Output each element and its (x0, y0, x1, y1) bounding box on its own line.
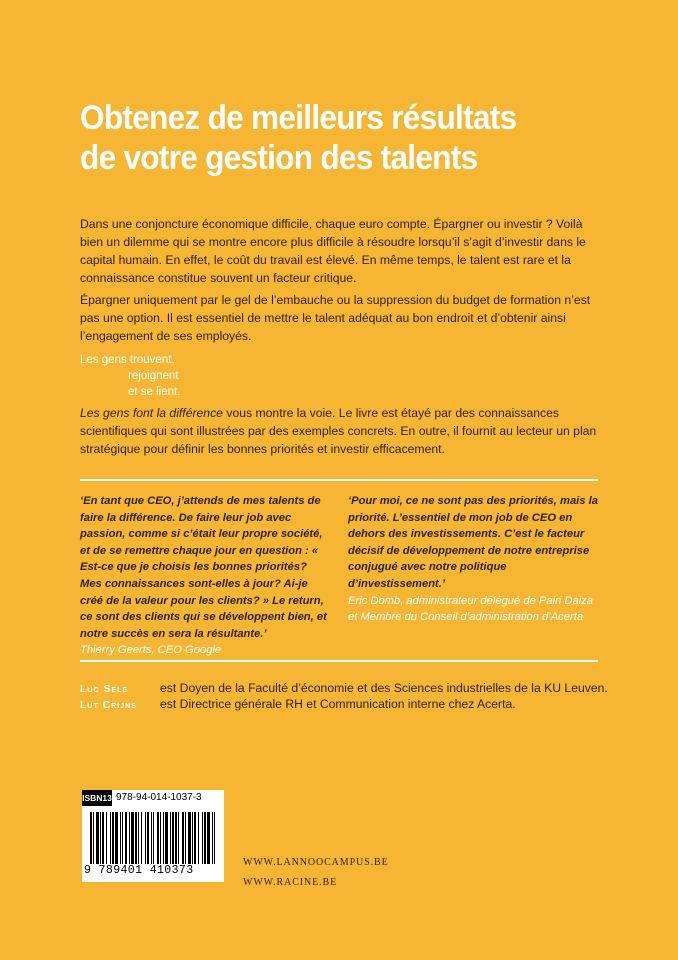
website-lannoocampus[interactable]: WWW.LANNOOCAMPUS.BE (243, 857, 389, 868)
title-line-1: Obtenez de meilleurs résultats (80, 99, 517, 137)
barcode-bar (102, 812, 104, 864)
barcode-bar (202, 812, 203, 864)
barcode-bar (207, 812, 210, 864)
author-1-name: Luc Sels (80, 683, 129, 695)
barcode-bar (106, 812, 107, 864)
barcode-bar (131, 812, 134, 864)
barcode-bar (198, 812, 199, 864)
testimonial-2-attribution: Eric Domb, administrateur délégué de Pairi Daiza et Membre du Conseil d’administration d’Acerta (348, 594, 593, 624)
barcode-bar (120, 812, 121, 864)
author-2-bio: est Directrice générale RH et Communication interne chez Acerta. (160, 697, 516, 711)
paragraph-3-text: vous montre la voie. Le livre est étayé par des connaissances scientifiques qui sont illustrées par des exemples concrets. En outre, il fournit au lecteur un plan stratégique pour définir les bonnes priorités et investir efficacement. (80, 406, 597, 456)
barcode-bar (138, 812, 139, 864)
barcode-bar (96, 812, 99, 864)
barcode-bar (175, 812, 177, 864)
barcode-bar (147, 812, 149, 864)
barcode-digits: 9 789401 410373 (84, 864, 194, 877)
book-title (80, 98, 601, 178)
testimonial-1-text: ‘En tant que CEO, j’attends de mes talents de faire la différence. De faire leur job avec passion, comme si c’était leur propre société, et de se remettre chaque jour en question : « Est-ce que je choisis les bonnes priorités? Mes connaissances sont-elles à jour? Ai-je créé de la valeur pour les clients? » Le return, ce sont des clients qui se développent bien, et notre succès en sera la résultante.’ (80, 495, 327, 640)
barcode-bars (90, 812, 216, 864)
divider-bottom (80, 660, 598, 662)
tagline-line-1: Les gens trouvent, (80, 354, 175, 366)
barcode-bar (178, 812, 179, 864)
divider-top (80, 479, 598, 481)
barcode-bar (163, 812, 164, 864)
barcode-bar (93, 812, 94, 864)
intro-paragraph-1: Dans une conjoncture économique difficile, chaque euro compte. Épargner ou investir ? Voilà bien un dilemme qui se montre encore plus difficile à résoudre lorsqu’il s’agit d’investir dans le capital humain. En effet, le coût du travail est élevé. En même temps, le talent est rare et la connaissance constitue souvent un facteur critique. (80, 217, 586, 285)
barcode-bar (115, 812, 118, 864)
barcode-bar (141, 812, 142, 864)
testimonial-2 (348, 493, 598, 626)
barcode-bar (204, 812, 206, 864)
testimonial-1-attribution: Thierry Geerts, CEO Google (80, 644, 222, 657)
testimonial-2-text: ‘Pour moi, ce ne sont pas des priorités, mais la priorité. L’essentiel de mon job de CEO en dehors des investissements. C’est le facteur décisif de développement de notre entreprise conjugué avec notre politique d’investissement.’ (348, 495, 598, 590)
book-title-italic: Les gens font la différence (80, 406, 223, 420)
isbn-barcode (82, 790, 224, 882)
barcode-bar (185, 812, 186, 864)
barcode-bar (122, 812, 123, 864)
barcode-bar (165, 812, 168, 864)
testimonial-1 (80, 493, 328, 659)
barcode-bar (125, 812, 127, 864)
barcode-bar (194, 812, 196, 864)
barcode-bar (151, 812, 152, 864)
barcode-bar (129, 812, 130, 864)
author-2-name: Lut Crijns (80, 699, 137, 711)
isbn-label: ISBN13 (82, 790, 112, 806)
barcode-bar (172, 812, 174, 864)
barcode-bar (157, 812, 159, 864)
title-line-2: de votre gestion des talents (80, 139, 478, 177)
author-2 (80, 696, 516, 713)
isbn-number: 978-94-014-1037-3 (116, 792, 202, 803)
barcode-bar (153, 812, 154, 864)
tagline-line-3: et se lient. (128, 386, 181, 398)
barcode-bar (90, 812, 92, 864)
barcode-bar (110, 812, 111, 864)
author-1 (80, 680, 608, 697)
barcode-bar (170, 812, 171, 864)
barcode-bar (214, 812, 215, 864)
barcode-bar (160, 812, 161, 864)
intro-paragraph-2: Épargner uniquement par le gel de l’embauche ou la suppression du budget de formation n’est pas une option. Il est essentiel de mettre le talent adéquat au bon endroit et d’obtenir ainsi l’engagement de ses employés. (80, 293, 591, 343)
barcode-bar (145, 812, 146, 864)
author-1-bio: est Doyen de la Faculté d’économie et des Sciences industrielles de la KU Leuven. (160, 681, 608, 695)
intro-paragraph-3 (80, 404, 600, 458)
barcode-bar (192, 812, 193, 864)
tagline-staircase (80, 352, 180, 400)
barcode-bar (188, 812, 191, 864)
website-racine[interactable]: WWW.RACINE.BE (243, 877, 338, 888)
barcode-bar (182, 812, 184, 864)
barcode-bar (112, 812, 114, 864)
barcode-bar (100, 812, 101, 864)
barcode-bar (135, 812, 137, 864)
tagline-line-2: rejoignent (128, 370, 179, 382)
barcode-bar (212, 812, 213, 864)
